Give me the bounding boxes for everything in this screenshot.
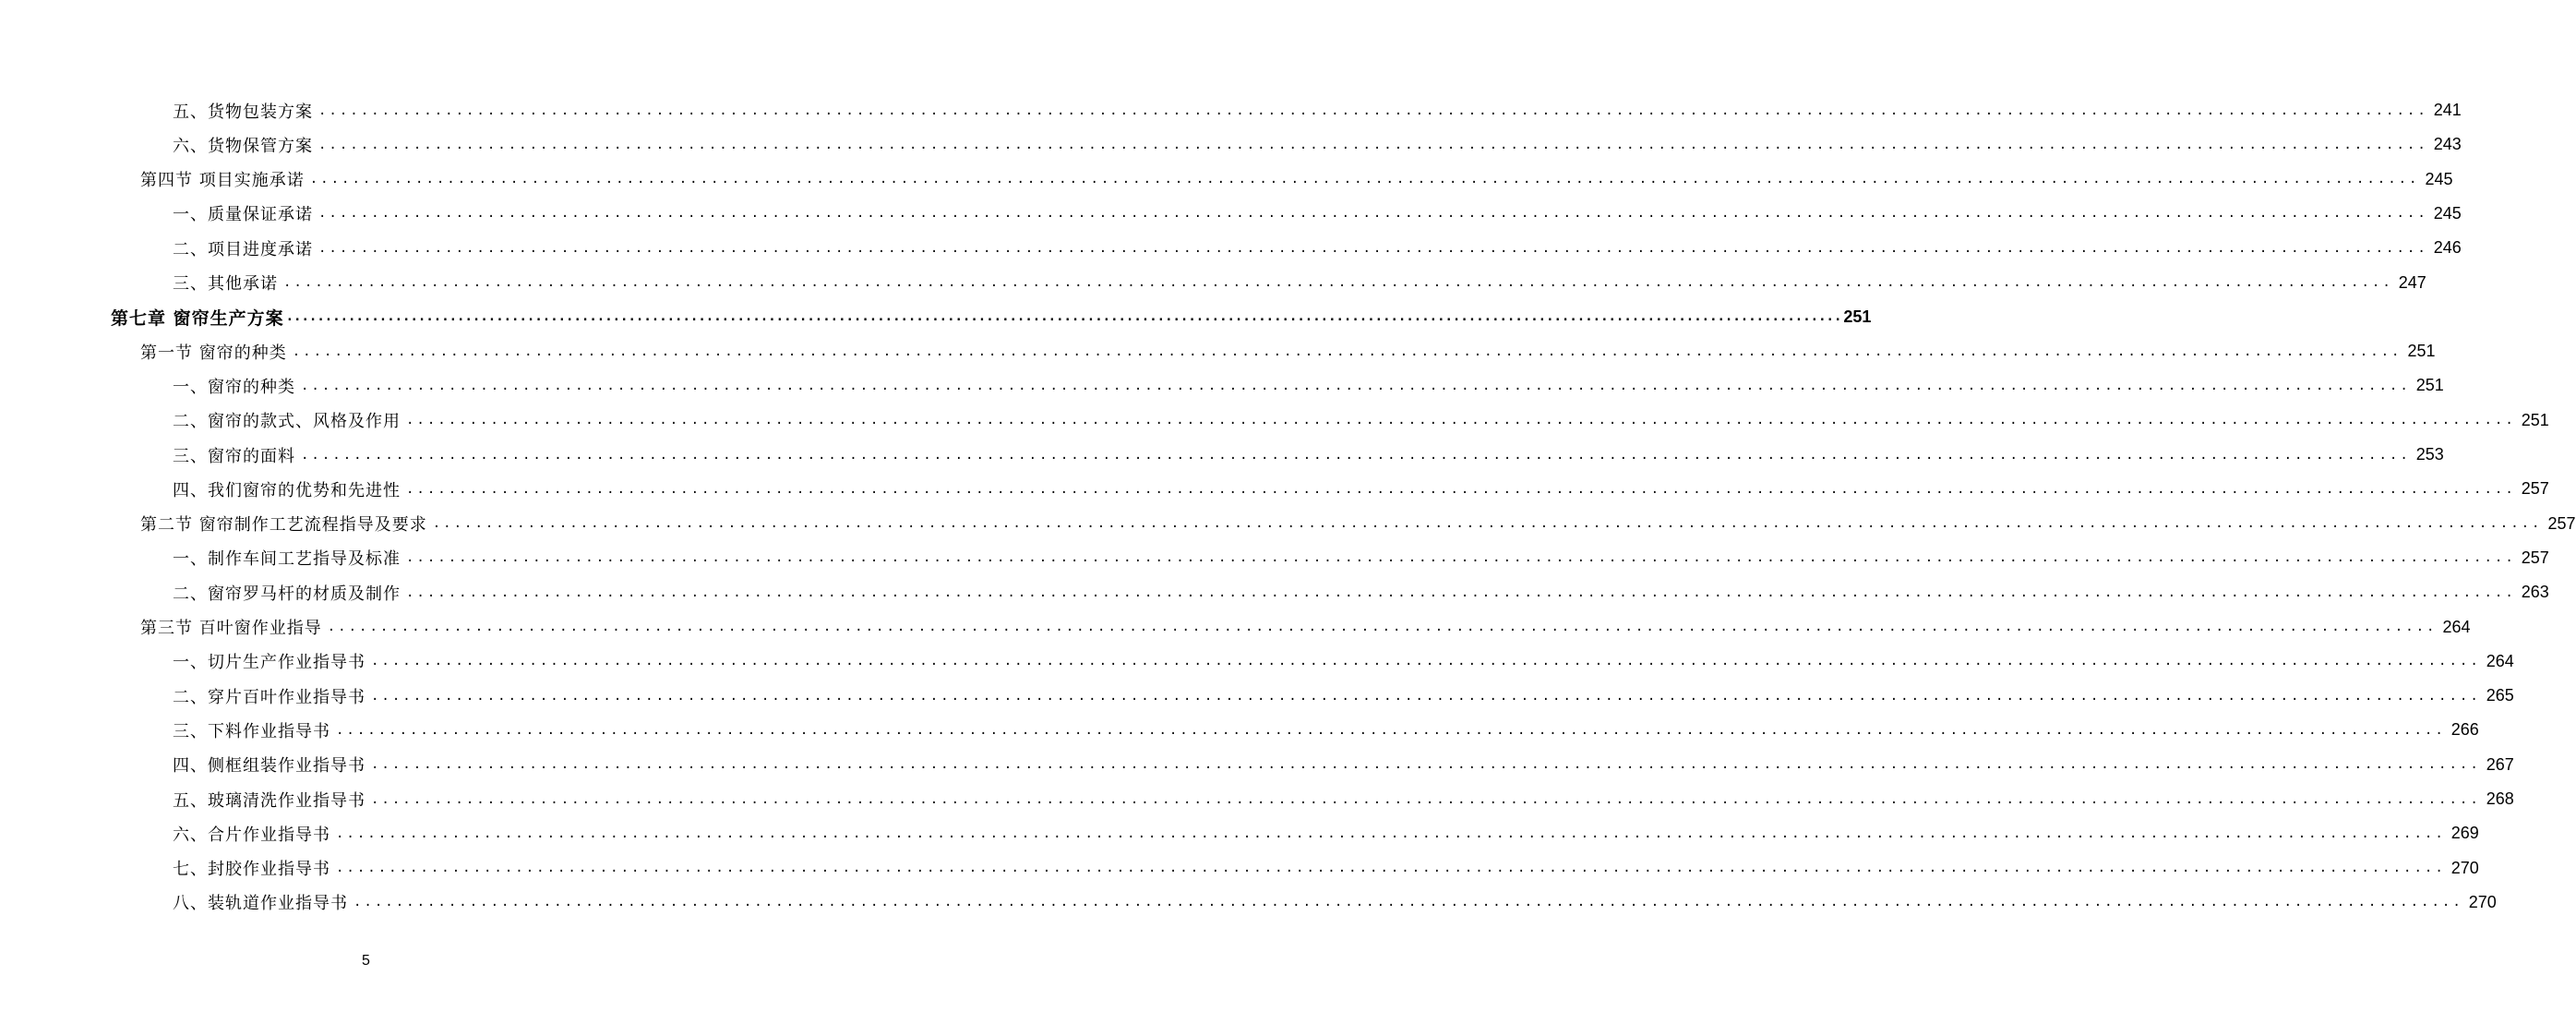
toc-leader-dots: ........................................................................................................................................................................................................ xyxy=(318,206,2428,222)
toc-leader-dots: ........................................................................................................................................................................................................ xyxy=(432,516,2543,532)
toc-leader-dots: ........................................................................................................................................................................................................ xyxy=(336,825,2446,841)
toc-subsection-entry[interactable] xyxy=(173,541,2549,575)
toc-entry-page: 264 xyxy=(2486,651,2514,670)
toc-entry-title: 七、封胶作业指导书 xyxy=(173,860,330,880)
toc-entry-page: 257 xyxy=(2521,548,2549,567)
toc-subsection-entry[interactable] xyxy=(173,404,2549,438)
toc-entry-page: 241 xyxy=(2433,101,2462,119)
toc-leader-dots: ........................................................................................................................................................................................................ xyxy=(406,413,2516,428)
toc-subsection-entry[interactable] xyxy=(173,127,2462,162)
toc-subsection-entry[interactable] xyxy=(173,679,2514,713)
toc-leader-dots: ........................................................................................................................................................................................................ xyxy=(371,757,2481,773)
toc-entry-page: 251 xyxy=(2407,342,2436,361)
toc-subsection-entry[interactable] xyxy=(173,266,2426,300)
toc-entry-page: 266 xyxy=(2450,720,2479,740)
toc-entry-page: 251 xyxy=(2415,376,2444,395)
toc-entry-page: 245 xyxy=(2425,169,2453,188)
toc-subsection-entry[interactable] xyxy=(173,851,2479,885)
toc-subsection-entry[interactable] xyxy=(173,472,2549,506)
toc-entry-title: 一、质量保证承诺 xyxy=(173,205,313,225)
toc-subsection-entry[interactable] xyxy=(173,438,2444,472)
toc-entry-page: 267 xyxy=(2486,754,2514,774)
toc-entry-title: 三、下料作业指导书 xyxy=(173,721,330,741)
toc-subsection-entry[interactable] xyxy=(173,368,2444,403)
toc-entry-title: 三、其他承诺 xyxy=(173,274,278,294)
toc-subsection-entry[interactable] xyxy=(173,644,2514,679)
toc-leader-dots: ........................................................................................................................................................................................................ xyxy=(301,447,2411,463)
toc-subsection-entry[interactable] xyxy=(173,231,2462,265)
toc-entry-title: 一、窗帘的种类 xyxy=(173,377,295,397)
toc-entry-title: 第四节 项目实施承诺 xyxy=(140,171,305,191)
toc-entry-title: 第二节 窗帘制作工艺流程指导及要求 xyxy=(140,515,427,536)
toc-entry-page: 251 xyxy=(1843,307,1872,326)
toc-entry-page: 243 xyxy=(2433,135,2462,154)
toc-leader-dots: ........................................................................................................................................................................................................ xyxy=(371,688,2481,704)
toc-leader-dots: ........................................................................................................................................................................................................ xyxy=(301,378,2411,393)
toc-entry-title: 一、制作车间工艺指导及标准 xyxy=(173,549,401,570)
page-number: 5 xyxy=(362,953,370,969)
toc-leader-dots: ........................................................................................................................................................................................................ xyxy=(371,791,2481,807)
toc-leader-dots: ........................................................................................................................................................................................................ xyxy=(318,137,2428,152)
toc-section-entry[interactable] xyxy=(140,163,2453,197)
toc-section-entry[interactable] xyxy=(140,610,2471,644)
toc-entry-page: 251 xyxy=(2521,410,2549,429)
toc-entry-title: 第七章 窗帘生产方案 xyxy=(111,307,284,329)
toc-leader-dots: ........................................................................................................................................................................................................ xyxy=(353,895,2463,910)
toc-leader-dots: ........................................................................................................................................................................................................ xyxy=(318,240,2428,256)
toc-entry-page: 253 xyxy=(2415,445,2444,464)
toc-chapter-entry[interactable] xyxy=(111,300,1872,334)
toc-leader-dots: ........................................................................................................................................................................................................ xyxy=(327,620,2438,634)
toc-entry-page: 264 xyxy=(2442,617,2471,636)
toc-entry-page: 265 xyxy=(2486,686,2514,705)
toc-leader-dots: ........................................................................................................................................................................................................ xyxy=(336,861,2446,876)
toc-entry-page: 269 xyxy=(2450,824,2479,843)
toc-entry-title: 五、货物包装方案 xyxy=(173,102,313,122)
toc-entry-title: 第三节 百叶窗作业指导 xyxy=(140,619,322,638)
toc-entry-title: 四、侧框组装作业指导书 xyxy=(173,756,365,777)
toc-entry-title: 五、玻璃清洗作业指导书 xyxy=(173,790,365,811)
toc-subsection-entry[interactable] xyxy=(173,885,2497,920)
toc-entry-title: 二、窗帘的款式、风格及作用 xyxy=(173,412,401,432)
toc-entry-page: 263 xyxy=(2521,583,2549,602)
toc-entry-title: 一、切片生产作业指导书 xyxy=(173,653,365,673)
toc-entry-title: 六、货物保管方案 xyxy=(173,136,313,156)
toc-leader-dots: ........................................................................................................................................................................................................ xyxy=(406,584,2516,600)
toc-leader-dots: ........................................................................................................................................................................................................ xyxy=(371,654,2481,669)
toc-subsection-entry[interactable] xyxy=(173,93,2462,127)
toc-entry-title: 八、装轨道作业指导书 xyxy=(173,894,348,914)
toc-entry-title: 二、项目进度承诺 xyxy=(173,239,313,259)
toc-entry-page: 268 xyxy=(2486,789,2514,808)
toc-entry-title: 二、穿片百叶作业指导书 xyxy=(173,687,365,707)
toc-entry-title: 三、窗帘的面料 xyxy=(173,446,295,466)
toc-leader-dots: ........................................................................................................................................................................................................ xyxy=(318,102,2428,118)
toc-entry-page: 257 xyxy=(2521,479,2549,499)
toc-leader-dots: ........................................................................................................................................................................................................ xyxy=(292,343,2402,359)
toc-entry-title: 四、我们窗帘的优势和先进性 xyxy=(173,480,401,500)
toc-subsection-entry[interactable] xyxy=(173,782,2514,816)
toc-leader-dots: ........................................................................................................................................................................................................ xyxy=(309,172,2420,187)
toc-subsection-entry[interactable] xyxy=(173,197,2462,231)
toc-leader-dots: ........................................................................................................................................................................................................ xyxy=(285,309,1842,325)
toc-entry-page: 246 xyxy=(2433,238,2462,258)
toc-leader-dots: ........................................................................................................................................................................................................ xyxy=(336,722,2446,738)
toc-subsection-entry[interactable] xyxy=(173,816,2479,850)
toc-subsection-entry[interactable] xyxy=(173,575,2549,609)
toc-subsection-entry[interactable] xyxy=(173,713,2479,747)
toc-entry-title: 二、窗帘罗马杆的材质及制作 xyxy=(173,584,401,604)
toc-entry-title: 六、合片作业指导书 xyxy=(173,825,330,845)
toc-entry-page: 257 xyxy=(2547,513,2576,533)
toc-entry-title: 第一节 窗帘的种类 xyxy=(140,343,287,363)
toc-section-entry[interactable] xyxy=(140,507,2576,541)
toc-entry-page: 245 xyxy=(2433,203,2462,223)
toc-leader-dots: ........................................................................................................................................................................................................ xyxy=(283,275,2393,290)
toc-leader-dots: ........................................................................................................................................................................................................ xyxy=(406,481,2516,497)
toc-entry-page: 270 xyxy=(2450,858,2479,877)
toc-leader-dots: ........................................................................................................................................................................................................ xyxy=(406,550,2516,566)
toc-entry-page: 270 xyxy=(2468,892,2497,911)
toc-section-entry[interactable] xyxy=(140,334,2436,368)
toc-entry-page: 247 xyxy=(2398,272,2426,292)
toc-subsection-entry[interactable] xyxy=(173,748,2514,782)
